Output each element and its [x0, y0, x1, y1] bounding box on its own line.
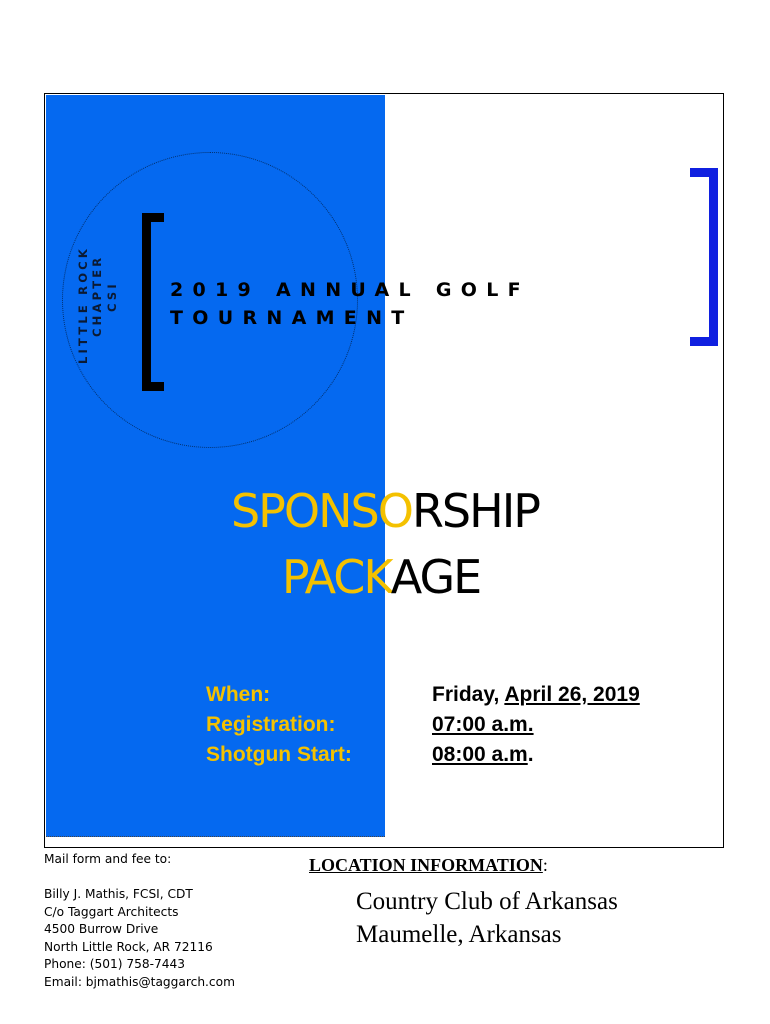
title-line-1: 2019 ANNUAL GOLF: [170, 279, 530, 301]
location-heading: LOCATION INFORMATION:: [309, 855, 548, 875]
location-venue: Country Club of Arkansas: [356, 888, 618, 915]
mail-line: C/o Taggart Architects: [44, 904, 179, 919]
panel-divider: [46, 832, 385, 837]
title-line-2: TOURNAMENT: [170, 307, 414, 329]
shotgun-time: 08:00 a.m.: [432, 743, 534, 766]
when-label: When:: [206, 683, 271, 706]
chapter-line-1: LITTLE ROCK: [76, 246, 90, 364]
mail-line: North Little Rock, AR 72116: [44, 939, 213, 954]
chapter-line-2: CHAPTER: [90, 254, 104, 337]
headline-line-1: SPONSORSHIP: [230, 484, 540, 538]
mail-address-block: [44, 886, 235, 991]
mail-line: Phone: (501) 758-7443: [44, 957, 186, 971]
left-bracket-decoration: [142, 213, 164, 391]
mail-email[interactable]: Email: bjmathis@taggarch.com: [44, 974, 235, 989]
event-title: [170, 276, 530, 332]
right-bracket-decoration: [690, 168, 718, 346]
registration-label: Registration:: [206, 713, 336, 736]
registration-time: 07:00 a.m.: [432, 713, 534, 736]
sponsorship-headline: [0, 478, 770, 610]
headline-line-2: PACKAGE: [281, 550, 481, 604]
when-value: Friday, April 26, 2019: [432, 683, 640, 706]
location-city: Maumelle, Arkansas: [356, 921, 562, 948]
chapter-line-3: CSI: [105, 281, 119, 312]
mail-line: 4500 Burrow Drive: [44, 922, 159, 936]
mail-line: Billy J. Mathis, FCSI, CDT: [44, 887, 193, 901]
mail-heading: Mail form and fee to:: [44, 852, 172, 866]
shotgun-label: Shotgun Start:: [206, 743, 352, 766]
